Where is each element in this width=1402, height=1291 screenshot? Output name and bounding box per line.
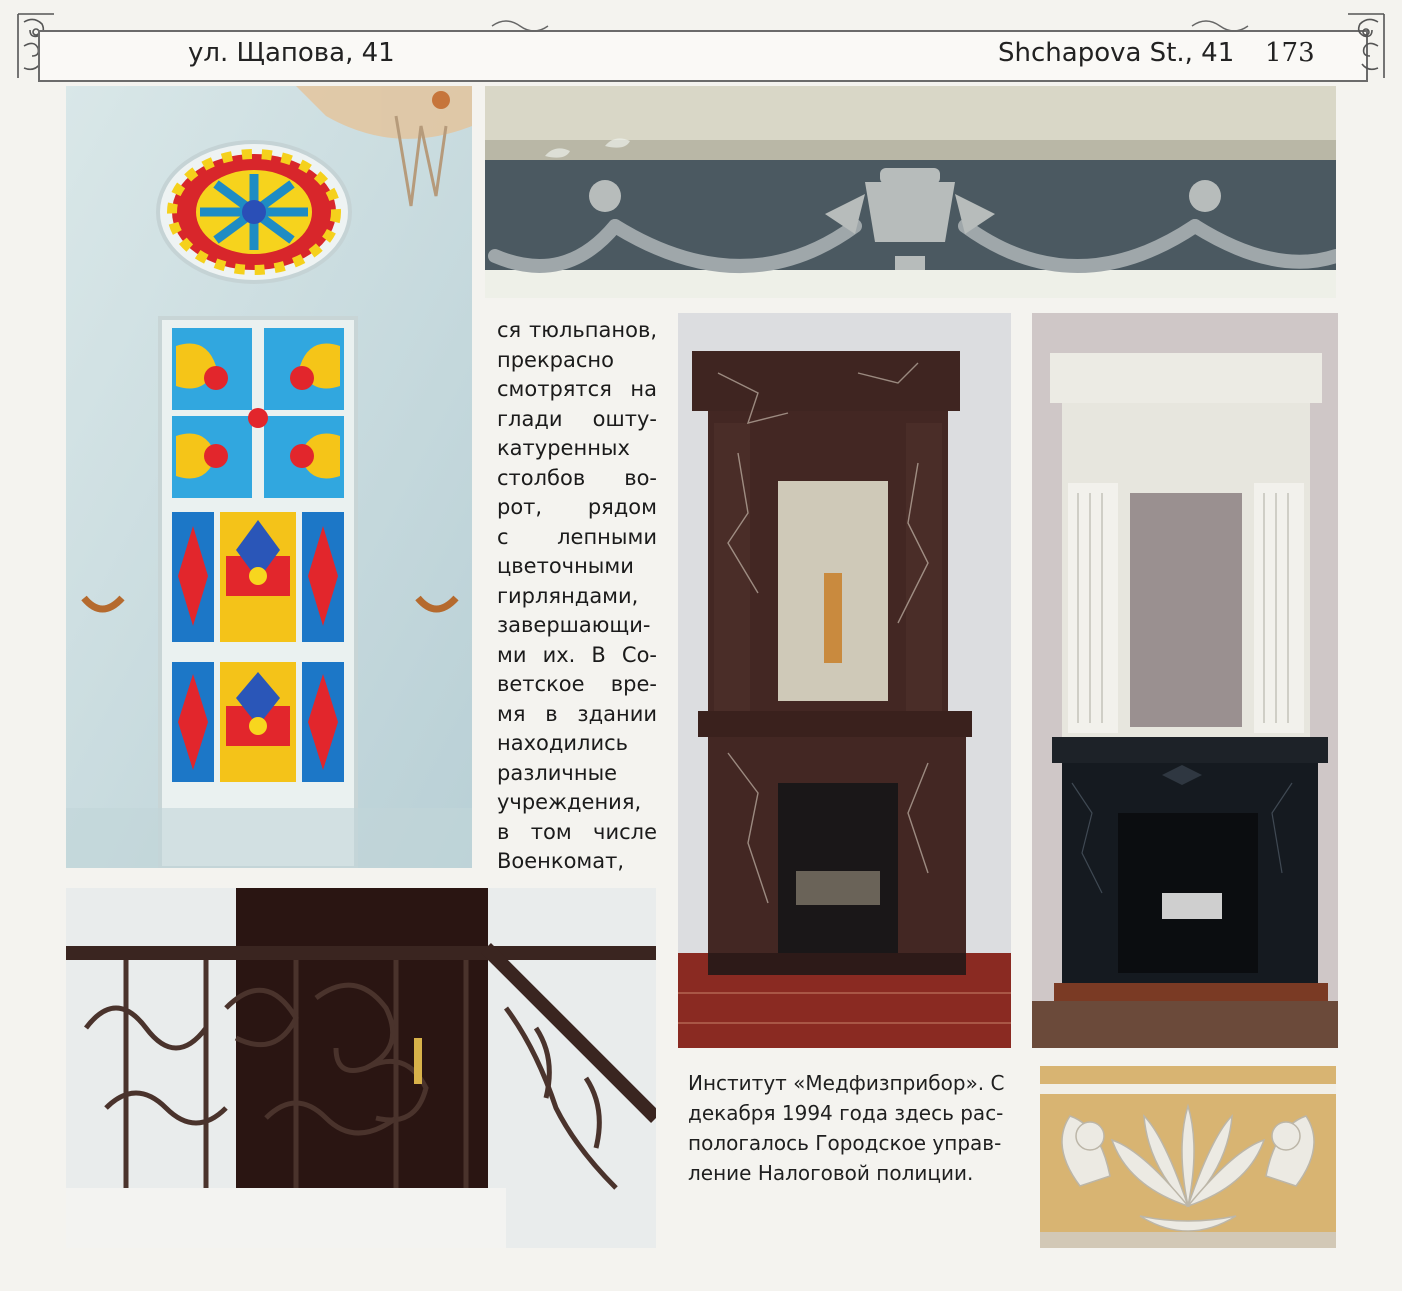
photo-black-fireplace <box>1032 313 1338 1048</box>
header-flourish-icon <box>490 14 550 34</box>
photo-stucco-palmette <box>1040 1066 1336 1248</box>
photo-iron-railing <box>66 888 656 1248</box>
body-text-column <box>497 316 657 877</box>
photo-frieze <box>485 86 1336 298</box>
body-text-line: Военкомат, <box>497 849 625 873</box>
body-text-line: глади ошту- <box>497 406 657 431</box>
body-text-line: ся тюльпанов, <box>497 318 657 342</box>
body-text-line: в том числе <box>497 819 657 844</box>
caption-line: Институт «Медфизприбор». С <box>688 1071 1005 1095</box>
page-number: 173 <box>1265 38 1315 68</box>
body-text-line: смотрятся на <box>497 377 657 401</box>
body-text-line: ми их. В Со- <box>497 642 657 667</box>
photo-caption <box>688 1068 1018 1188</box>
body-text-line: рот, рядом <box>497 495 657 519</box>
body-text-line: завершающи- <box>497 613 651 637</box>
header-flourish-icon <box>1190 14 1250 34</box>
caption-line: декабря 1994 года здесь рас- <box>688 1101 1004 1125</box>
body-text-line: учреждения, <box>497 790 642 814</box>
photo-stained-glass-window <box>66 86 472 868</box>
body-text-line: прекрасно <box>497 347 614 372</box>
page-header <box>10 8 1392 83</box>
header-title-ru: ул. Щапова, 41 <box>188 38 395 68</box>
body-text-line: цветочными <box>497 554 634 578</box>
header-title-en: Shchapova St., 41 <box>998 38 1235 68</box>
body-text-line: столбов во- <box>497 465 657 490</box>
body-text-line: гирляндами, <box>497 583 639 608</box>
body-text-line: катуренных <box>497 436 630 460</box>
body-text-line: различные <box>497 760 618 785</box>
photo-marble-fireplace <box>678 313 1011 1048</box>
body-text-line: ветское вре- <box>497 672 657 696</box>
body-text-line: мя в здании <box>497 701 657 726</box>
caption-line: ление Налоговой полиции. <box>688 1161 974 1185</box>
caption-line: пологалось Городское управ- <box>688 1131 1002 1155</box>
body-text-line: с лепными <box>497 524 657 549</box>
body-text-line: находились <box>497 731 629 755</box>
ornament-corner-right-icon <box>1340 8 1392 83</box>
